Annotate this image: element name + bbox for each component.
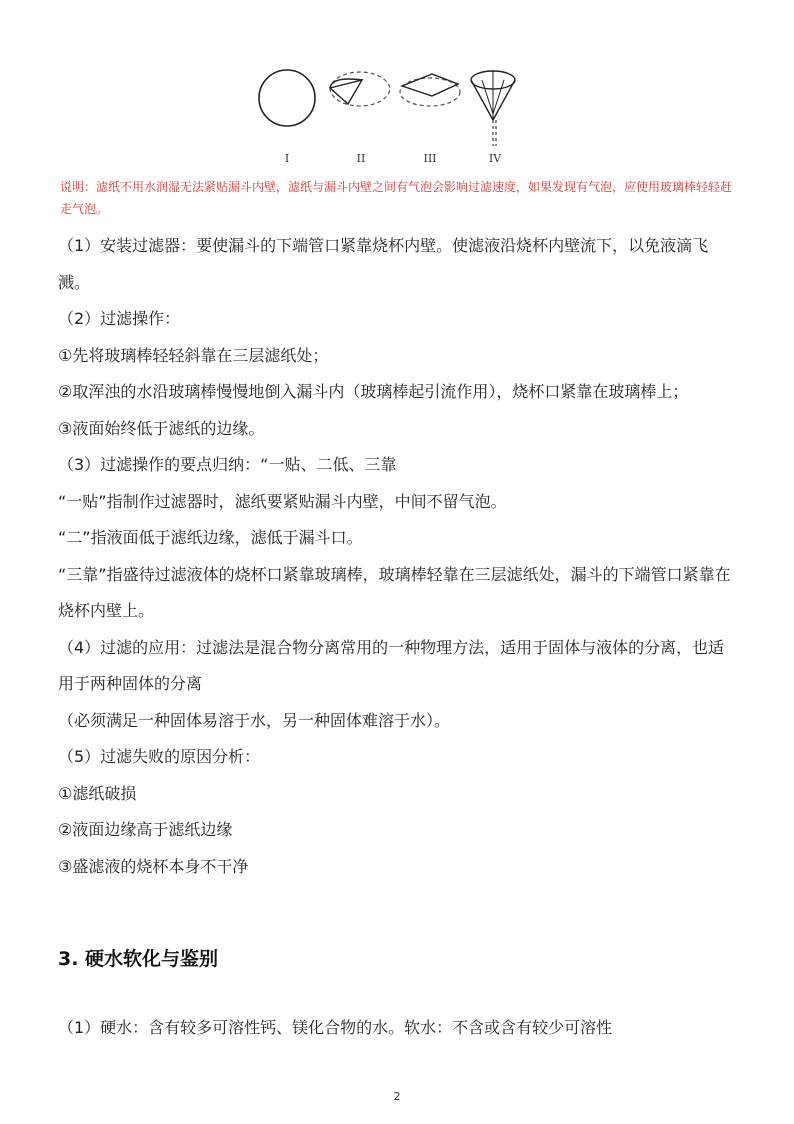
- step3-quarter-fold: [400, 74, 460, 106]
- step1-circle: [259, 70, 315, 126]
- figure-label-1: I: [284, 152, 290, 165]
- paragraph: （1）硬水：含有较多可溶性钙、镁化合物的水。软水：不含或含有较少可溶性: [58, 1018, 613, 1037]
- paragraph: ①滤纸破损: [58, 783, 137, 803]
- paragraph: “三靠”指盛待过滤液体的烧杯口紧靠玻璃棒，玻璃棒轻靠在三层滤纸处，漏斗的下端管口紧靠在烧杯内壁上。: [58, 564, 731, 620]
- paragraph: （3）过滤操作的要点归纳：“一贴、二低、三靠: [58, 455, 397, 474]
- figure-label-2: II: [356, 152, 366, 165]
- figure-label-3: III: [423, 152, 437, 165]
- figure-label-4: IV: [488, 152, 502, 165]
- paragraph: （1）安装过滤器：要使漏斗的下端管口紧靠烧杯内壁。使滤液沿烧杯内壁流下，以免液滴飞溅。: [58, 236, 709, 292]
- paragraph: （2）过滤操作：: [58, 309, 181, 328]
- paragraph: ③盛滤液的烧杯本身不干净: [58, 856, 249, 876]
- step4-cone-funnel: [471, 71, 515, 146]
- step2-half-fold: [330, 72, 390, 106]
- section-heading: 3. 硬水软化与鉴别: [58, 948, 219, 970]
- page-number: 2: [393, 1090, 401, 1103]
- paragraph: “一贴”指制作过滤器时，滤纸要紧贴漏斗内壁，中间不留气泡。: [58, 491, 507, 511]
- paragraph: （4）过滤的应用：过滤法是混合物分离常用的一种物理方法，适用于固体与液体的分离，也适用于两种固体的分离: [58, 637, 725, 693]
- filter-paper-folding-figure: [0, 58, 794, 178]
- paragraph: （必须满足一种固体易溶于水，另一种固体难溶于水）。: [58, 710, 451, 730]
- paragraph: ②取浑浊的水沿玻璃棒慢慢地倒入漏斗内（玻璃棒起引流作用），烧杯口紧靠在玻璃棒上；: [58, 382, 689, 401]
- paragraph: （5）过滤失败的原因分析：: [58, 747, 261, 766]
- paragraph: ②液面边缘高于滤纸边缘: [58, 820, 233, 839]
- figure-note: 说明：滤纸不用水润湿无法紧贴漏斗内壁，滤纸与漏斗内壁之间有气泡会影响过滤速度，如果发现有气泡，应使用玻璃棒轻轻赶走气泡。: [60, 180, 733, 216]
- filtration-content: [58, 228, 738, 885]
- paragraph: “二”指液面低于滤纸边缘，滤低于漏斗口。: [58, 528, 363, 547]
- folding-steps-drawing: [0, 58, 794, 158]
- paragraph: ①先将玻璃棒轻轻斜靠在三层滤纸处；: [58, 345, 329, 365]
- paragraph: ③液面始终低于滤纸的边缘。: [58, 418, 265, 438]
